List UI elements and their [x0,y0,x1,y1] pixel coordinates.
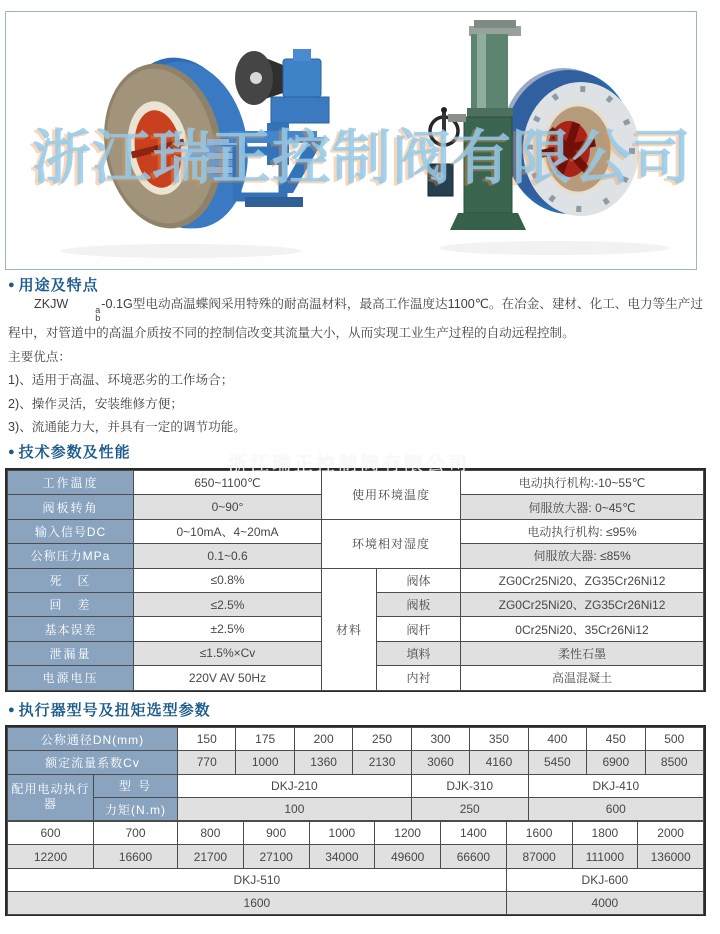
cv-value: 49600 [375,845,441,868]
material-value: 高温混凝土 [461,666,704,690]
features-intro-body: -0.1G型电动高温蝶阀采用特殊的耐高温材料，最高工作温度达1100℃。在冶金、建材、化工、电力等生产过程中，对管道中的高温介质按不同的控制信改变其流量大小，从而实现工业生产过程的自动远程控制。 [8,297,703,340]
tech-row-label: 工作温度 [8,471,134,495]
section-heading-tech [8,441,131,462]
cv-value: 87000 [506,845,572,868]
cv-value: 1000 [236,751,294,774]
dn-value: 150 [178,728,236,751]
cv-value: 6900 [587,751,645,774]
tech-row-value: ≤2.5% [134,592,322,616]
dn-value: 450 [587,728,645,751]
model-value: DKJ-410 [528,774,703,797]
bullet-icon: ● [8,446,16,458]
torque-value: 600 [528,797,703,820]
actuator-table-lower [7,821,704,915]
dn-value: 1800 [572,822,638,845]
section-heading-features [8,274,99,295]
dn-value: 400 [528,728,586,751]
tech-row-label: 输入信号DC [8,519,134,543]
tech-row-value: ≤0.8% [134,568,322,592]
main-points-label: 主要优点： [8,349,71,364]
tech-row-label: 回 差 [8,592,134,616]
cv-value: 3060 [411,751,469,774]
cv-value: 12200 [8,845,94,868]
tech-row-label: 公称压力MPa [8,544,134,568]
dn-value: 175 [236,728,294,751]
cv-value: 770 [178,751,236,774]
env-temp-value: 伺服放大器: 0~45℃ [461,495,704,519]
cv-value: 2130 [353,751,411,774]
actuator-title: 执行器型号及扭矩选型参数 [18,702,211,719]
dn-value: 800 [178,822,244,845]
dn-value: 250 [353,728,411,751]
cv-value: 21700 [178,845,244,868]
actuator-table-upper [7,727,704,821]
material-part: 阀板 [377,592,461,616]
cv-value: 8500 [645,751,703,774]
feature-item: 1)、适用于高温、环境恶劣的工作场合； [8,373,234,388]
cv-value: 4160 [470,751,528,774]
material-value: 0Cr25Ni20、35Cr26Ni12 [461,617,704,641]
material-part: 填料 [377,641,461,665]
model-value: DKJ-510 [8,868,507,891]
material-value: 柔性石墨 [461,641,704,665]
dn-value: 1400 [441,822,507,845]
bullet-icon: ● [8,279,16,291]
product-photo-box [5,11,697,270]
tech-row-label: 电源电压 [8,666,134,690]
torque-label: 力矩(N.m) [94,797,178,820]
actuator-selection-table [5,725,706,916]
torque-value: 250 [411,797,528,820]
dn-label: 公称通径DN(mm) [8,728,178,751]
cv-label: 额定流量系数Cv [8,751,178,774]
bullet-icon: ● [8,704,16,716]
section-heading-actuator [8,699,211,720]
dn-value: 300 [411,728,469,751]
cv-value: 136000 [638,845,704,868]
humidity-label: 环境相对湿度 [322,519,461,568]
dn-value: 2000 [638,822,704,845]
left-valve-photo [31,41,366,266]
feature-item: 3)、流通能力大，并具有一定的调节功能。 [8,420,246,435]
model-value: DJK-310 [411,774,528,797]
tech-row-label: 阀板转角 [8,495,134,519]
right-valve-photo [414,18,694,266]
tech-row-label: 泄漏量 [8,641,134,665]
pair-actuator-label: 配用电动执行器 [8,774,94,821]
tech-row-value: ≤1.5%×Cv [134,641,322,665]
tech-title: 技术参数及性能 [18,444,131,461]
model-value: DKJ-210 [178,774,412,797]
humidity-value: 电动执行机构: ≤95% [461,519,704,543]
tech-row-value: 0~90° [134,495,322,519]
env-temp-value: 电动执行机构:-10~55℃ [461,471,704,495]
material-part: 内衬 [377,666,461,690]
dn-value: 1000 [309,822,375,845]
cv-value: 34000 [309,845,375,868]
dn-value: 350 [470,728,528,751]
cv-value: 27100 [243,845,309,868]
tech-row-value: ±2.5% [134,617,322,641]
features-title: 用途及特点 [18,277,99,294]
tech-row-label: 死 区 [8,568,134,592]
material-value: ZG0Cr25Ni20、ZG35Cr26Ni12 [461,592,704,616]
cv-value: 5450 [528,751,586,774]
model-value: DKJ-600 [506,868,703,891]
humidity-value: 伺服放大器: ≤85% [461,544,704,568]
material-value: ZG0Cr25Ni20、ZG35Cr26Ni12 [461,568,704,592]
dn-value: 900 [243,822,309,845]
env-temp-label: 使用环境温度 [322,471,461,520]
model-code: ZKJW [34,297,69,311]
dn-value: 700 [94,822,178,845]
dn-value: 1600 [506,822,572,845]
dn-value: 600 [8,822,94,845]
dn-value: 1200 [375,822,441,845]
tech-row-value: 0~10mA、4~20mA [134,519,322,543]
feature-item: 2)、操作灵活，安装维修方便； [8,396,183,411]
features-intro [8,293,712,346]
material-label: 材料 [322,568,377,690]
cv-value: 1360 [294,751,352,774]
dn-value: 500 [645,728,703,751]
cv-value: 66600 [441,845,507,868]
torque-value: 1600 [8,892,507,915]
tech-parameters-table [5,468,706,692]
tech-row-label: 基本误差 [8,617,134,641]
model-label: 型 号 [94,774,178,797]
company-watermark: 浙江瑞正控制阀有限公司 [32,125,693,191]
cv-value: 111000 [572,845,638,868]
material-part: 阀体 [377,568,461,592]
company-watermark-ghost: 浙江瑞正控制阀有限公司 [228,454,471,475]
material-part: 阀杆 [377,617,461,641]
dn-value: 200 [294,728,352,751]
features-text [8,293,712,440]
tech-row-value: 650~1100℃ [134,471,322,495]
model-code-suffix: a b [95,305,101,323]
tech-row-value: 220V AV 50Hz [134,666,322,690]
torque-value: 100 [178,797,412,820]
torque-value: 4000 [506,892,703,915]
cv-value: 16600 [94,845,178,868]
tech-row-value: 0.1~0.6 [134,544,322,568]
